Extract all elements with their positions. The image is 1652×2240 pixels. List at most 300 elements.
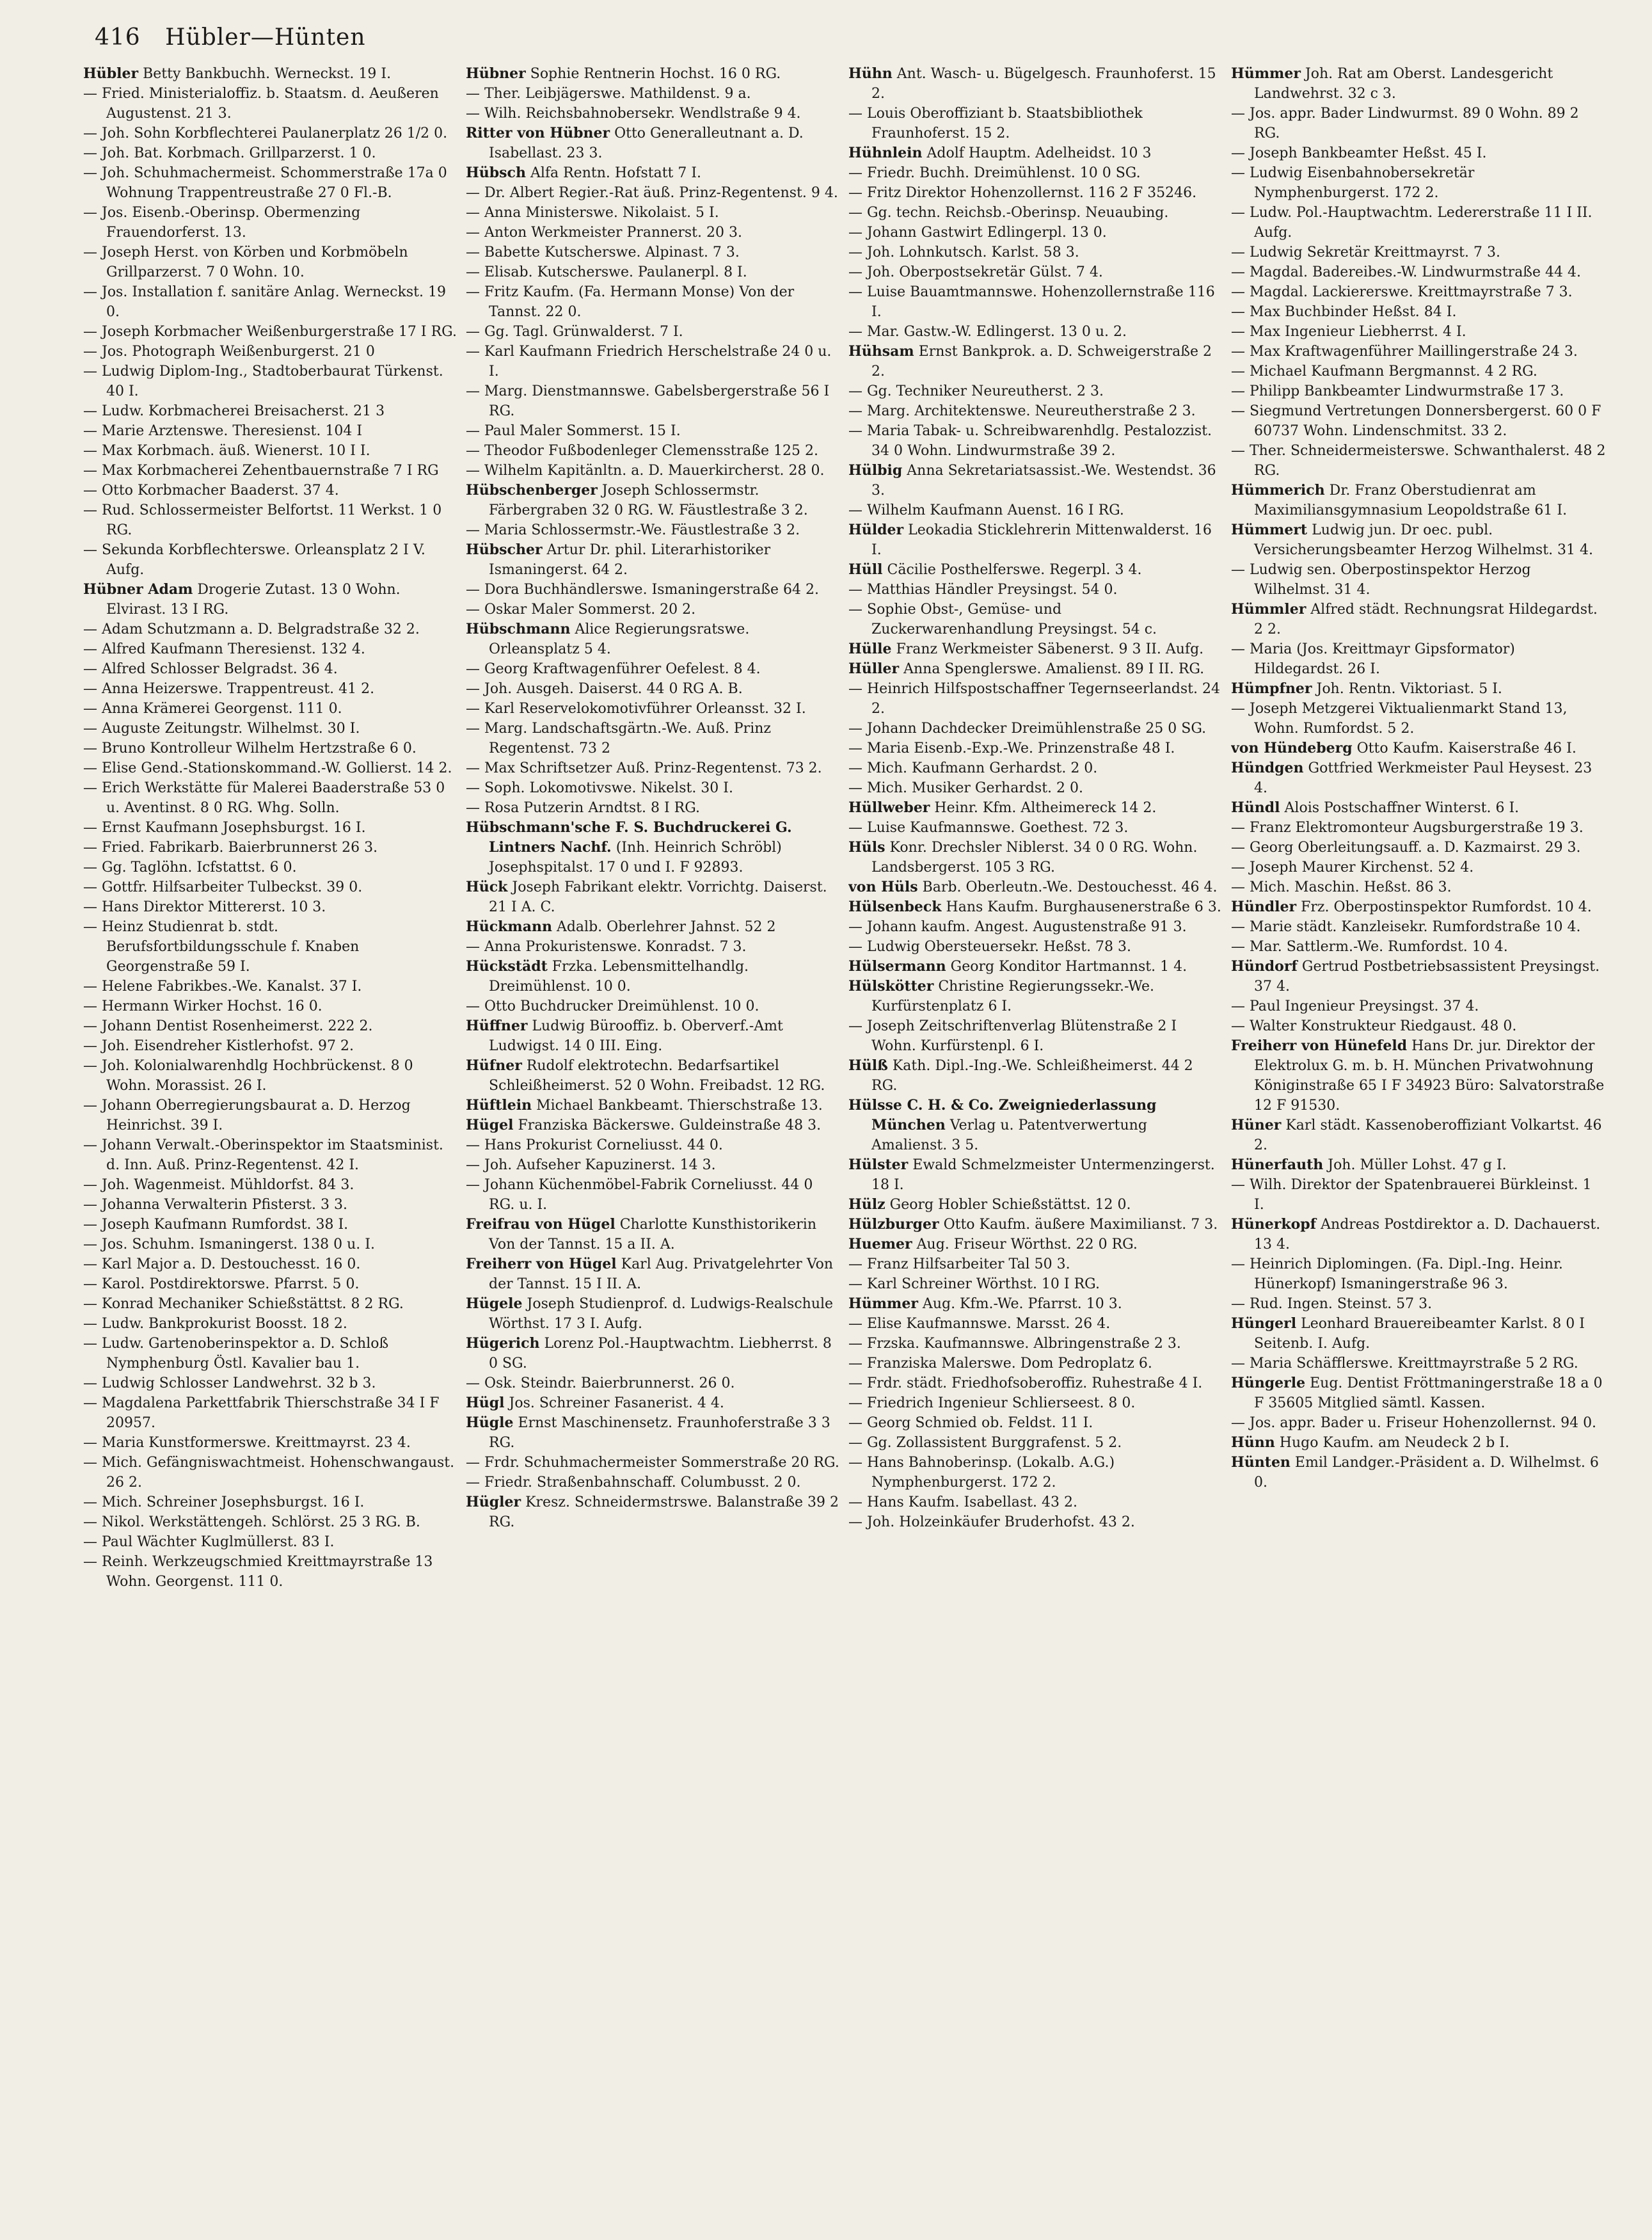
- directory-entry: [83, 580, 458, 620]
- directory-entry: [83, 1215, 458, 1235]
- directory-entry: [466, 1413, 841, 1453]
- column-3: [848, 64, 1223, 2221]
- directory-entry: [848, 917, 1223, 937]
- column-1: [83, 64, 458, 2221]
- entry-text: — Joh. Bat. Korbmach. Grillparzerst. 1 0.: [83, 145, 376, 161]
- directory-entry: [83, 1175, 458, 1195]
- directory-entry: [848, 1254, 1223, 1274]
- directory-entry: [466, 679, 841, 699]
- entry-text: Jos. Schreiner Fasanerist. 4 4.: [504, 1395, 724, 1411]
- entry-text: — Georg Schmied ob. Feldst. 11 I.: [848, 1415, 1093, 1431]
- entry-headword: Hümmert: [1231, 522, 1308, 538]
- entry-text: — Mich. Schreiner Josephsburgst. 16 I.: [83, 1494, 365, 1510]
- directory-entry: [466, 342, 841, 381]
- entry-text: — Jos. Photograph Weißenburgerst. 21 0: [83, 344, 375, 360]
- entry-text: Eug. Dentist Fröttmaningerstraße 18 a 0 F 35605 Mitglied sämtl. Kassen.: [1254, 1375, 1603, 1411]
- page-number: 416: [95, 24, 141, 51]
- directory-entry: [466, 262, 841, 282]
- entry-headword: Hüner: [1231, 1117, 1282, 1133]
- directory-entry: [466, 877, 841, 917]
- entry-text: — Franziska Malerswe. Dom Pedroplatz 6.: [848, 1356, 1152, 1372]
- directory-entry: [466, 1334, 841, 1373]
- entry-text: — Ludw. Korbmacherei Breisacherst. 21 3: [83, 403, 385, 419]
- directory-entry: [848, 282, 1223, 322]
- directory-entry: [848, 560, 1223, 580]
- directory-entry: [848, 1294, 1223, 1314]
- entry-headword: Hüfner: [466, 1057, 522, 1074]
- entry-text: Alois Postschaffner Winterst. 6 I.: [1280, 800, 1520, 816]
- directory-entry: [83, 322, 458, 342]
- entry-text: Franz Werkmeister Säbenerst. 9 3 II. Aufg.: [891, 641, 1204, 657]
- entry-headword: Hüngerl: [1231, 1315, 1297, 1332]
- directory-entry: [848, 1433, 1223, 1453]
- entry-text: — Marie städt. Kanzleisekr. Rumfordstraße 10 4.: [1231, 919, 1581, 935]
- entry-headword: Hügerich: [466, 1335, 540, 1352]
- entry-text: — Auguste Zeitungstr. Wilhelmst. 30 I.: [83, 721, 360, 737]
- entry-text: Hugo Kaufm. am Neudeck 2 b I.: [1275, 1435, 1510, 1451]
- entry-text: — Johann Küchenmöbel-Fabrik Corneliusst. 44 0 RG. u. I.: [466, 1177, 813, 1213]
- directory-entry: [848, 818, 1223, 838]
- entry-text: — Dora Buchhändlerswe. Ismaningerstraße 64 2.: [466, 582, 819, 598]
- directory-entry: [466, 1254, 841, 1294]
- entry-text: Sophie Rentnerin Hochst. 16 0 RG.: [525, 66, 781, 82]
- directory-entry: [466, 580, 841, 600]
- directory-entry: [848, 600, 1223, 639]
- entry-text: — Heinz Studienrat b. stdt. Berufsfortbildungsschule f. Knaben Georgenstraße 59 I.: [83, 919, 360, 975]
- entry-text: Joh. Rentn. Viktoriast. 5 I.: [1312, 681, 1502, 697]
- directory-entry: [1231, 1294, 1606, 1314]
- directory-entry: [83, 1235, 458, 1254]
- entry-text: — Mich. Gefängniswachtmeist. Hohenschwangaust. 26 2.: [83, 1455, 455, 1491]
- entry-headword: Hübscher: [466, 541, 543, 558]
- entry-text: — Max Korbmacherei Zehentbauernstraße 7 I RG: [83, 463, 439, 479]
- directory-entry: [83, 421, 458, 441]
- directory-entry: [466, 1393, 841, 1413]
- directory-entry: [466, 1135, 841, 1155]
- directory-entry: [848, 1492, 1223, 1512]
- directory-entry: [466, 104, 841, 124]
- directory-entry: [1231, 917, 1606, 937]
- entry-text: — Karl Major a. D. Destouchesst. 16 0.: [83, 1256, 361, 1272]
- directory-entry: [466, 441, 841, 461]
- entry-text: — Maria (Jos. Kreittmayr Gipsformator) Hildegardst. 26 I.: [1231, 641, 1515, 677]
- entry-text: — Jos. Installation f. sanitäre Anlag. Werneckst. 19 0.: [83, 284, 446, 320]
- entry-text: (Inh. Heinrich Schröbl) Josephspitalst. 17 0 und I. F 92893.: [489, 840, 782, 876]
- directory-entry: [83, 441, 458, 461]
- directory-entry: [1231, 600, 1606, 639]
- directory-entry: [83, 758, 458, 778]
- directory-entry: [1231, 1354, 1606, 1373]
- entry-text: — Johann Oberregierungsbaurat a. D. Herzog Heinrichst. 39 I.: [83, 1098, 411, 1133]
- entry-text: — Theodor Fußbodenleger Clemensstraße 125 2.: [466, 443, 819, 459]
- directory-entry: [83, 1314, 458, 1334]
- entry-text: — Luise Kaufmannswe. Goethest. 72 3.: [848, 820, 1129, 836]
- entry-text: — Max Buchbinder Heßst. 84 I.: [1231, 304, 1457, 320]
- directory-entry: [83, 1016, 458, 1036]
- entry-headword: Hüffner: [466, 1018, 528, 1034]
- entry-text: Gertrud Postbetriebsassistent Preysingst. 37 4.: [1254, 959, 1600, 995]
- entry-headword: Hülzburger: [848, 1216, 939, 1233]
- directory-entry: [83, 659, 458, 679]
- directory-entry: [83, 1195, 458, 1215]
- directory-entry: [1231, 818, 1606, 838]
- entry-text: — Johann Dachdecker Dreimühlenstraße 25 0 SG.: [848, 721, 1207, 737]
- directory-entry: [848, 897, 1223, 917]
- directory-entry: [83, 838, 458, 858]
- entry-text: Frzka. Lebensmittelhandlg. Dreimühlenst. 10 0.: [489, 959, 749, 995]
- entry-headword: Hündorf: [1231, 958, 1298, 975]
- entry-text: — Oskar Maler Sommerst. 20 2.: [466, 602, 696, 618]
- directory-entry: [466, 381, 841, 421]
- entry-text: Otto Kaufm. Kaiserstraße 46 I.: [1352, 740, 1577, 756]
- entry-text: — Joh. Holzeinkäufer Bruderhofst. 43 2.: [848, 1514, 1135, 1530]
- entry-text: — Karl Kaufmann Friedrich Herschelstraße 24 0 u. I.: [466, 344, 832, 380]
- directory-entry: [848, 322, 1223, 342]
- entry-text: — Hans Bahnoberinsp. (Lokalb. A.G.) Nymphenburgerst. 172 2.: [848, 1455, 1115, 1491]
- entry-text: Kath. Dipl.-Ing.-We. Schleißheimerst. 44 2 RG.: [871, 1058, 1193, 1094]
- entry-text: Frz. Oberpostinspektor Rumfordst. 10 4.: [1296, 899, 1592, 915]
- entry-text: — Joh. Lohnkutsch. Karlst. 58 3.: [848, 244, 1079, 260]
- directory-entry: [466, 1492, 841, 1532]
- directory-entry: [1231, 798, 1606, 818]
- entry-text: — Heinrich Hilfspostschaffner Tegernseerlandst. 24 2.: [848, 681, 1220, 717]
- entry-text: Karl städt. Kassenoberoffiziant Volkartst. 46 2.: [1254, 1117, 1602, 1153]
- entry-text: — Erich Werkstätte für Malerei Baaderstraße 53 0 u. Aventinst. 8 0 RG. Whg. Solln.: [83, 780, 445, 816]
- entry-text: Joh. Müller Lohst. 47 g I.: [1323, 1157, 1507, 1173]
- entry-text: — Paul Wächter Kuglmüllerst. 83 I.: [83, 1534, 335, 1550]
- entry-headword: Hümpfner: [1231, 680, 1312, 697]
- entry-headword: Hülster: [848, 1156, 909, 1173]
- directory-entry: [848, 838, 1223, 877]
- directory-entry: [83, 1254, 458, 1274]
- entry-text: — Johanna Verwalterin Pfisterst. 3 3.: [83, 1197, 347, 1213]
- entry-text: — Joh. Aufseher Kapuzinerst. 14 3.: [466, 1157, 716, 1173]
- directory-entry: [466, 64, 841, 84]
- entry-text: Georg Konditor Hartmannst. 1 4.: [946, 959, 1187, 975]
- entry-text: Andreas Postdirektor a. D. Dachauerst. 13 4.: [1254, 1217, 1601, 1252]
- entry-text: — Magdal. Badereibes.-W. Lindwurmstraße 44 4.: [1231, 264, 1581, 280]
- entry-text: — Magdal. Lackiererswe. Kreittmayrstraße 7 3.: [1231, 284, 1573, 300]
- entry-text: Anna Sekretariatsassist.-We. Westendst. 36 3.: [871, 463, 1216, 499]
- directory-entry: [1231, 362, 1606, 381]
- entry-text: — Ludw. Gartenoberinspektor a. D. Schloß Nymphenburg Östl. Kavalier bau 1.: [83, 1336, 389, 1372]
- directory-entry: [83, 996, 458, 1016]
- directory-entry: [83, 1433, 458, 1453]
- directory-entry: [1231, 342, 1606, 362]
- directory-entry: [1231, 1433, 1606, 1453]
- entry-text: — Philipp Bankbeamter Lindwurmstraße 17 3.: [1231, 383, 1564, 399]
- entry-text: — Adam Schutzmann a. D. Belgradstraße 32 2.: [83, 621, 420, 637]
- entry-text: — Friedrich Ingenieur Schlierseest. 8 0.: [848, 1395, 1136, 1411]
- entry-text: Hans Kaufm. Burghausenerstraße 6 3.: [941, 899, 1221, 915]
- running-title: Hübler—Hünten: [165, 24, 366, 51]
- directory-entry: [1231, 858, 1606, 877]
- directory-entry: [1231, 481, 1606, 520]
- entry-headword: Hübschmann'sche F. S. Buchdruckerei G. Lintners Nachf.: [466, 819, 792, 856]
- entry-text: — Joseph Metzgerei Viktualienmarkt Stand 13, Wohn. Rumfordst. 5 2.: [1231, 701, 1568, 737]
- entry-headword: Hümmerich: [1231, 482, 1325, 499]
- directory-entry: [466, 937, 841, 957]
- entry-text: Lorenz Pol.-Hauptwachtm. Liebherrst. 8 0 SG.: [489, 1336, 832, 1372]
- entry-text: — Fried. Ministerialoffiz. b. Staatsm. d. Aeußeren Augustenst. 21 3.: [83, 86, 439, 122]
- entry-text: — Wilh. Direktor der Spatenbrauerei Bürkleinst. 1 I.: [1231, 1177, 1592, 1213]
- directory-entry: [83, 877, 458, 897]
- entry-headword: Hülsermann: [848, 958, 946, 975]
- directory-entry: [1231, 401, 1606, 441]
- directory-entry: [466, 600, 841, 620]
- entry-text: Ewald Schmelzmeister Untermenzingerst. 18 I.: [871, 1157, 1215, 1193]
- entry-text: — Ludwig Obersteuersekr. Heßst. 78 3.: [848, 939, 1132, 955]
- directory-entry: [848, 203, 1223, 223]
- directory-entry: [1231, 381, 1606, 401]
- entry-headword: Hübsch: [466, 164, 526, 181]
- directory-entry: [83, 64, 458, 84]
- directory-entry: [1231, 520, 1606, 560]
- entry-text: Cäcilie Posthelferswe. Regerpl. 3 4.: [882, 562, 1142, 578]
- entry-headword: von Hüls: [848, 879, 918, 895]
- directory-entry: [83, 481, 458, 500]
- directory-entry: [83, 1373, 458, 1393]
- entry-text: Ludwig Bürooffiz. b. Oberverf.-Amt Ludwigst. 14 0 III. Eing.: [489, 1018, 783, 1054]
- entry-text: — Marg. Architektenswe. Neureutherstraße 2 3.: [848, 403, 1196, 419]
- entry-text: — Max Korbmach. äuß. Wienerst. 10 I I.: [83, 443, 370, 459]
- entry-text: — Fritz Kaufm. (Fa. Hermann Monse) Von der Tannst. 22 0.: [466, 284, 795, 320]
- entry-text: — Franz Hilfsarbeiter Tal 50 3.: [848, 1256, 1070, 1272]
- entry-text: — Franz Elektromonteur Augsburgerstraße 19 3.: [1231, 820, 1584, 836]
- entry-text: — Ludwig sen. Oberpostinspektor Herzog Wilhelmst. 31 4.: [1231, 562, 1531, 598]
- directory-entry: [83, 778, 458, 818]
- directory-entry: [83, 1135, 458, 1175]
- entry-text: — Frzska. Kaufmannswe. Albringenstraße 2 3.: [848, 1336, 1181, 1352]
- directory-entry: [83, 124, 458, 143]
- directory-entry: [83, 163, 458, 203]
- entry-text: — Ludwig Eisenbahnobersekretär Nymphenburgerst. 172 2.: [1231, 165, 1475, 201]
- entry-text: — Joh. Eisendreher Kistlerhofst. 97 2.: [83, 1038, 354, 1054]
- directory-entry: [848, 1215, 1223, 1235]
- entry-text: Joseph Schlossermstr. Färbergraben 32 0 RG. W. Fäustlestraße 3 2.: [489, 483, 808, 518]
- directory-entry: [83, 401, 458, 421]
- directory-entry: [848, 1314, 1223, 1334]
- entry-text: Joh. Rat am Oberst. Landesgericht Landwehrst. 32 c 3.: [1254, 66, 1553, 102]
- entry-text: Kresz. Schneidermstrswe. Balanstraße 39 2 RG.: [489, 1494, 839, 1530]
- directory-entry: [1231, 1215, 1606, 1254]
- directory-entry: [848, 1016, 1223, 1056]
- directory-entry: [83, 639, 458, 659]
- directory-entry: [1231, 1016, 1606, 1036]
- entry-headword: Hülsenbeck: [848, 899, 942, 915]
- directory-entry: [83, 620, 458, 639]
- entry-headword: Hülß: [848, 1057, 888, 1074]
- entry-text: — Johann Gastwirt Edlingerpl. 13 0.: [848, 225, 1107, 241]
- entry-text: — Joseph Zeitschriftenverlag Blütenstraße 2 I Wohn. Kurfürstenpl. 6 I.: [848, 1018, 1177, 1054]
- directory-entry: [848, 342, 1223, 381]
- entry-text: — Otto Buchdrucker Dreimühlenst. 10 0.: [466, 998, 759, 1014]
- entry-text: — Maria Schlossermstr.-We. Fäustlestraße 3 2.: [466, 522, 800, 538]
- entry-headword: Hülle: [848, 641, 892, 657]
- entry-text: — Anna Ministerswe. Nikolaist. 5 I.: [466, 205, 719, 221]
- entry-text: — Mich. Kaufmann Gerhardst. 2 0.: [848, 760, 1098, 776]
- directory-entry: [848, 877, 1223, 897]
- entry-text: — Max Kraftwagenführer Maillingerstraße 24 3.: [1231, 344, 1578, 360]
- directory-entry: [466, 520, 841, 540]
- entry-text: — Joseph Maurer Kirchenst. 52 4.: [1231, 860, 1474, 876]
- directory-entry: [83, 1492, 458, 1512]
- directory-entry: [848, 1354, 1223, 1373]
- entry-text: — Magdalena Parkettfabrik Thierschstraße 34 I F 20957.: [83, 1395, 440, 1431]
- entry-text: — Jos. appr. Bader Lindwurmst. 89 0 Wohn. 89 2 RG.: [1231, 106, 1579, 141]
- directory-entry: [848, 679, 1223, 719]
- entry-headword: Hübschenberger: [466, 482, 598, 499]
- entry-text: — Maria Tabak- u. Schreibwarenhdlg. Pestalozzist. 34 0 Wohn. Lindwurmstraße 39 2.: [848, 423, 1212, 459]
- column-4: [1231, 64, 1606, 2221]
- directory-entry: [83, 143, 458, 163]
- directory-entry: [466, 461, 841, 481]
- entry-text: — Siegmund Vertretungen Donnersbergerst. 60 0 F 60737 Wohn. Lindenschmitst. 33 2.: [1231, 403, 1601, 439]
- directory-entry: [848, 1512, 1223, 1532]
- entry-text: — Osk. Steindr. Baierbrunnerst. 26 0.: [466, 1375, 735, 1391]
- entry-headword: Hüls: [848, 839, 886, 856]
- entry-headword: Hückmann: [466, 918, 552, 935]
- entry-headword: Hüllweber: [848, 799, 930, 816]
- entry-text: Barb. Oberleutn.-We. Destouchesst. 46 4.: [917, 879, 1218, 895]
- entry-text: — Gg. Techniker Neureutherst. 2 3.: [848, 383, 1104, 399]
- entry-text: Anna Spenglerswe. Amalienst. 89 I II. RG.: [899, 661, 1205, 677]
- directory-entry: [83, 84, 458, 124]
- directory-entry: [848, 1155, 1223, 1195]
- entry-text: Dr. Franz Oberstudienrat am Maximiliansgymnasium Leopoldstraße 61 I.: [1254, 483, 1568, 518]
- page-header: [95, 24, 1598, 63]
- directory-entry: [1231, 163, 1606, 203]
- entry-text: — Reinh. Werkzeugschmied Kreittmayrstraße 13 Wohn. Georgenst. 111 0.: [83, 1554, 433, 1590]
- entry-text: — Ludw. Bankprokurist Boosst. 18 2.: [83, 1316, 347, 1332]
- entry-text: — Fried. Fabrikarb. Baierbrunnerst 26 3.: [83, 840, 378, 856]
- entry-text: — Fritz Direktor Hohenzollernst. 116 2 F 35246.: [848, 185, 1197, 201]
- directory-entry: [848, 262, 1223, 282]
- entry-text: — Elisab. Kutscherswe. Paulanerpl. 8 I.: [466, 264, 747, 280]
- entry-text: Karl Aug. Privatgelehrter Von der Tannst. 15 I II. A.: [489, 1256, 834, 1292]
- directory-entry: [1231, 1254, 1606, 1294]
- directory-entry: [83, 1334, 458, 1373]
- directory-entry: [466, 1175, 841, 1215]
- entry-text: Konr. Drechsler Niblerst. 34 0 0 RG. Wohn. Landsbergerst. 105 3 RG.: [871, 840, 1198, 876]
- entry-text: — Dr. Albert Regier.-Rat äuß. Prinz-Regentenst. 9 4.: [466, 185, 838, 201]
- directory-entry: [83, 858, 458, 877]
- entry-text: — Rud. Schlossermeister Belfortst. 11 Werkst. 1 0 RG.: [83, 502, 442, 538]
- entry-headword: von Hündeberg: [1231, 740, 1353, 756]
- entry-text: Leonhard Brauereibeamter Karlst. 8 0 I Seitenb. I. Aufg.: [1254, 1316, 1585, 1352]
- entry-text: Hans Dr. jur. Direktor der Elektrolux G. m. b. H. München Privatwohnung Königinstraße 65 I F 34923 Büro: Salvatorstraße 12 F 91530.: [1254, 1038, 1605, 1114]
- directory-entry: [1231, 1175, 1606, 1215]
- directory-entry: [83, 1393, 458, 1433]
- directory-entry: [83, 243, 458, 282]
- entry-text: — Sekunda Korbflechterswe. Orleansplatz 2 I V. Aufg.: [83, 542, 425, 578]
- entry-headword: Freiherr von Hügel: [466, 1256, 617, 1272]
- entry-text: — Rosa Putzerin Arndtst. 8 I RG.: [466, 800, 700, 816]
- entry-text: — Anna Krämerei Georgenst. 111 0.: [83, 701, 342, 717]
- entry-text: Artur Dr. phil. Literarhistoriker Ismaningerst. 64 2.: [489, 542, 771, 578]
- directory-entry: [1231, 282, 1606, 302]
- entry-text: Ant. Wasch- u. Bügelgesch. Fraunhoferst. 15 2.: [871, 66, 1216, 102]
- entry-headword: Hülder: [848, 522, 904, 538]
- entry-headword: Hünten: [1231, 1454, 1291, 1471]
- entry-text: Michael Bankbeamt. Thierschstraße 13.: [532, 1098, 823, 1114]
- entry-text: — Gg. Taglöhn. Icfstattst. 6 0.: [83, 860, 297, 876]
- directory-entry: [466, 481, 841, 520]
- directory-entry: [83, 1532, 458, 1552]
- directory-entry: [466, 124, 841, 163]
- entry-headword: Hühnlein: [848, 145, 923, 161]
- directory-entry: [1231, 877, 1606, 897]
- entry-text: Alfa Rentn. Hofstatt 7 I.: [525, 165, 702, 181]
- directory-entry: [848, 421, 1223, 461]
- entry-text: — Joh. Kolonialwarenhdlg Hochbrückenst. 8 0 Wohn. Morassist. 26 I.: [83, 1058, 413, 1094]
- directory-entry: [1231, 1036, 1606, 1116]
- entry-text: — Matthias Händler Preysingst. 54 0.: [848, 582, 1118, 598]
- entry-text: — Joseph Bankbeamter Heßst. 45 I.: [1231, 145, 1487, 161]
- directory-entry: [848, 1373, 1223, 1393]
- entry-headword: Hümmer: [848, 1295, 918, 1312]
- directory-entry: [466, 421, 841, 441]
- directory-entry: [848, 1393, 1223, 1413]
- directory-entry: [1231, 1453, 1606, 1492]
- entry-text: Aug. Friseur Wörthst. 22 0 RG.: [912, 1236, 1138, 1252]
- entry-text: — Ludwig Diplom-Ing., Stadtoberbaurat Türkenst. 40 I.: [83, 364, 443, 399]
- directory-entry: [1231, 1314, 1606, 1354]
- directory-entry: [83, 818, 458, 838]
- directory-entry: [83, 203, 458, 243]
- directory-entry: [848, 223, 1223, 243]
- directory-entry: [848, 143, 1223, 163]
- directory-entry: [848, 520, 1223, 560]
- directory-columns: [83, 64, 1606, 2221]
- entry-text: Charlotte Kunsthistorikerin Von der Tannst. 15 a II. A.: [489, 1217, 817, 1252]
- entry-text: — Walter Konstrukteur Riedgaust. 48 0.: [1231, 1018, 1517, 1034]
- entry-text: — Karol. Postdirektorswe. Pfarrst. 5 0.: [83, 1276, 360, 1292]
- entry-text: — Max Schriftsetzer Auß. Prinz-Regentenst. 73 2.: [466, 760, 822, 776]
- directory-entry: [466, 719, 841, 758]
- entry-text: — Rud. Ingen. Steinst. 57 3.: [1231, 1296, 1433, 1312]
- entry-text: — Jos. Eisenb.-Oberinsp. Obermenzing Frauendorferst. 13.: [83, 205, 361, 241]
- entry-text: — Mar. Gastw.-W. Edlingerst. 13 0 u. 2.: [848, 324, 1127, 340]
- directory-entry: [1231, 639, 1606, 679]
- entry-text: Georg Hobler Schießstättst. 12 0.: [885, 1197, 1131, 1213]
- entry-text: — Gottfr. Hilfsarbeiter Tulbeckst. 39 0.: [83, 879, 363, 895]
- entry-text: — Frdr. städt. Friedhofsoberoffiz. Ruhestraße 4 I.: [848, 1375, 1203, 1391]
- directory-entry: [83, 739, 458, 758]
- entry-text: — Joh. Wagenmeist. Mühldorfst. 84 3.: [83, 1177, 354, 1193]
- entry-text: Heinr. Kfm. Altheimereck 14 2.: [930, 800, 1157, 816]
- entry-headword: Hühsam: [848, 343, 914, 360]
- directory-entry: [848, 719, 1223, 739]
- directory-entry: [1231, 64, 1606, 104]
- directory-entry: [848, 739, 1223, 758]
- entry-headword: Huemer: [848, 1236, 912, 1252]
- entry-text: — Karl Reservelokomotivführer Orleansst. 32 I.: [466, 701, 806, 717]
- entry-text: — Frdr. Schuhmachermeister Sommerstraße 20 RG.: [466, 1455, 839, 1471]
- directory-entry: [848, 580, 1223, 600]
- directory-entry: [83, 461, 458, 481]
- directory-entry: [848, 1056, 1223, 1096]
- entry-text: — Karl Schreiner Wörthst. 10 I RG.: [848, 1276, 1100, 1292]
- entry-text: — Elise Kaufmannswe. Marsst. 26 4.: [848, 1316, 1111, 1332]
- entry-text: Alice Regierungsratswe. Orleansplatz 5 4.: [489, 621, 750, 657]
- entry-headword: Ritter von Hübner: [466, 125, 610, 141]
- entry-text: — Anna Prokuristenswe. Konradst. 7 3.: [466, 939, 747, 955]
- directory-entry: [83, 1294, 458, 1314]
- entry-text: — Georg Kraftwagenführer Oefelest. 8 4.: [466, 661, 761, 677]
- entry-headword: Hüngerle: [1231, 1375, 1306, 1391]
- entry-text: — Georg Oberleitungsauff. a. D. Kazmairst. 29 3.: [1231, 840, 1581, 856]
